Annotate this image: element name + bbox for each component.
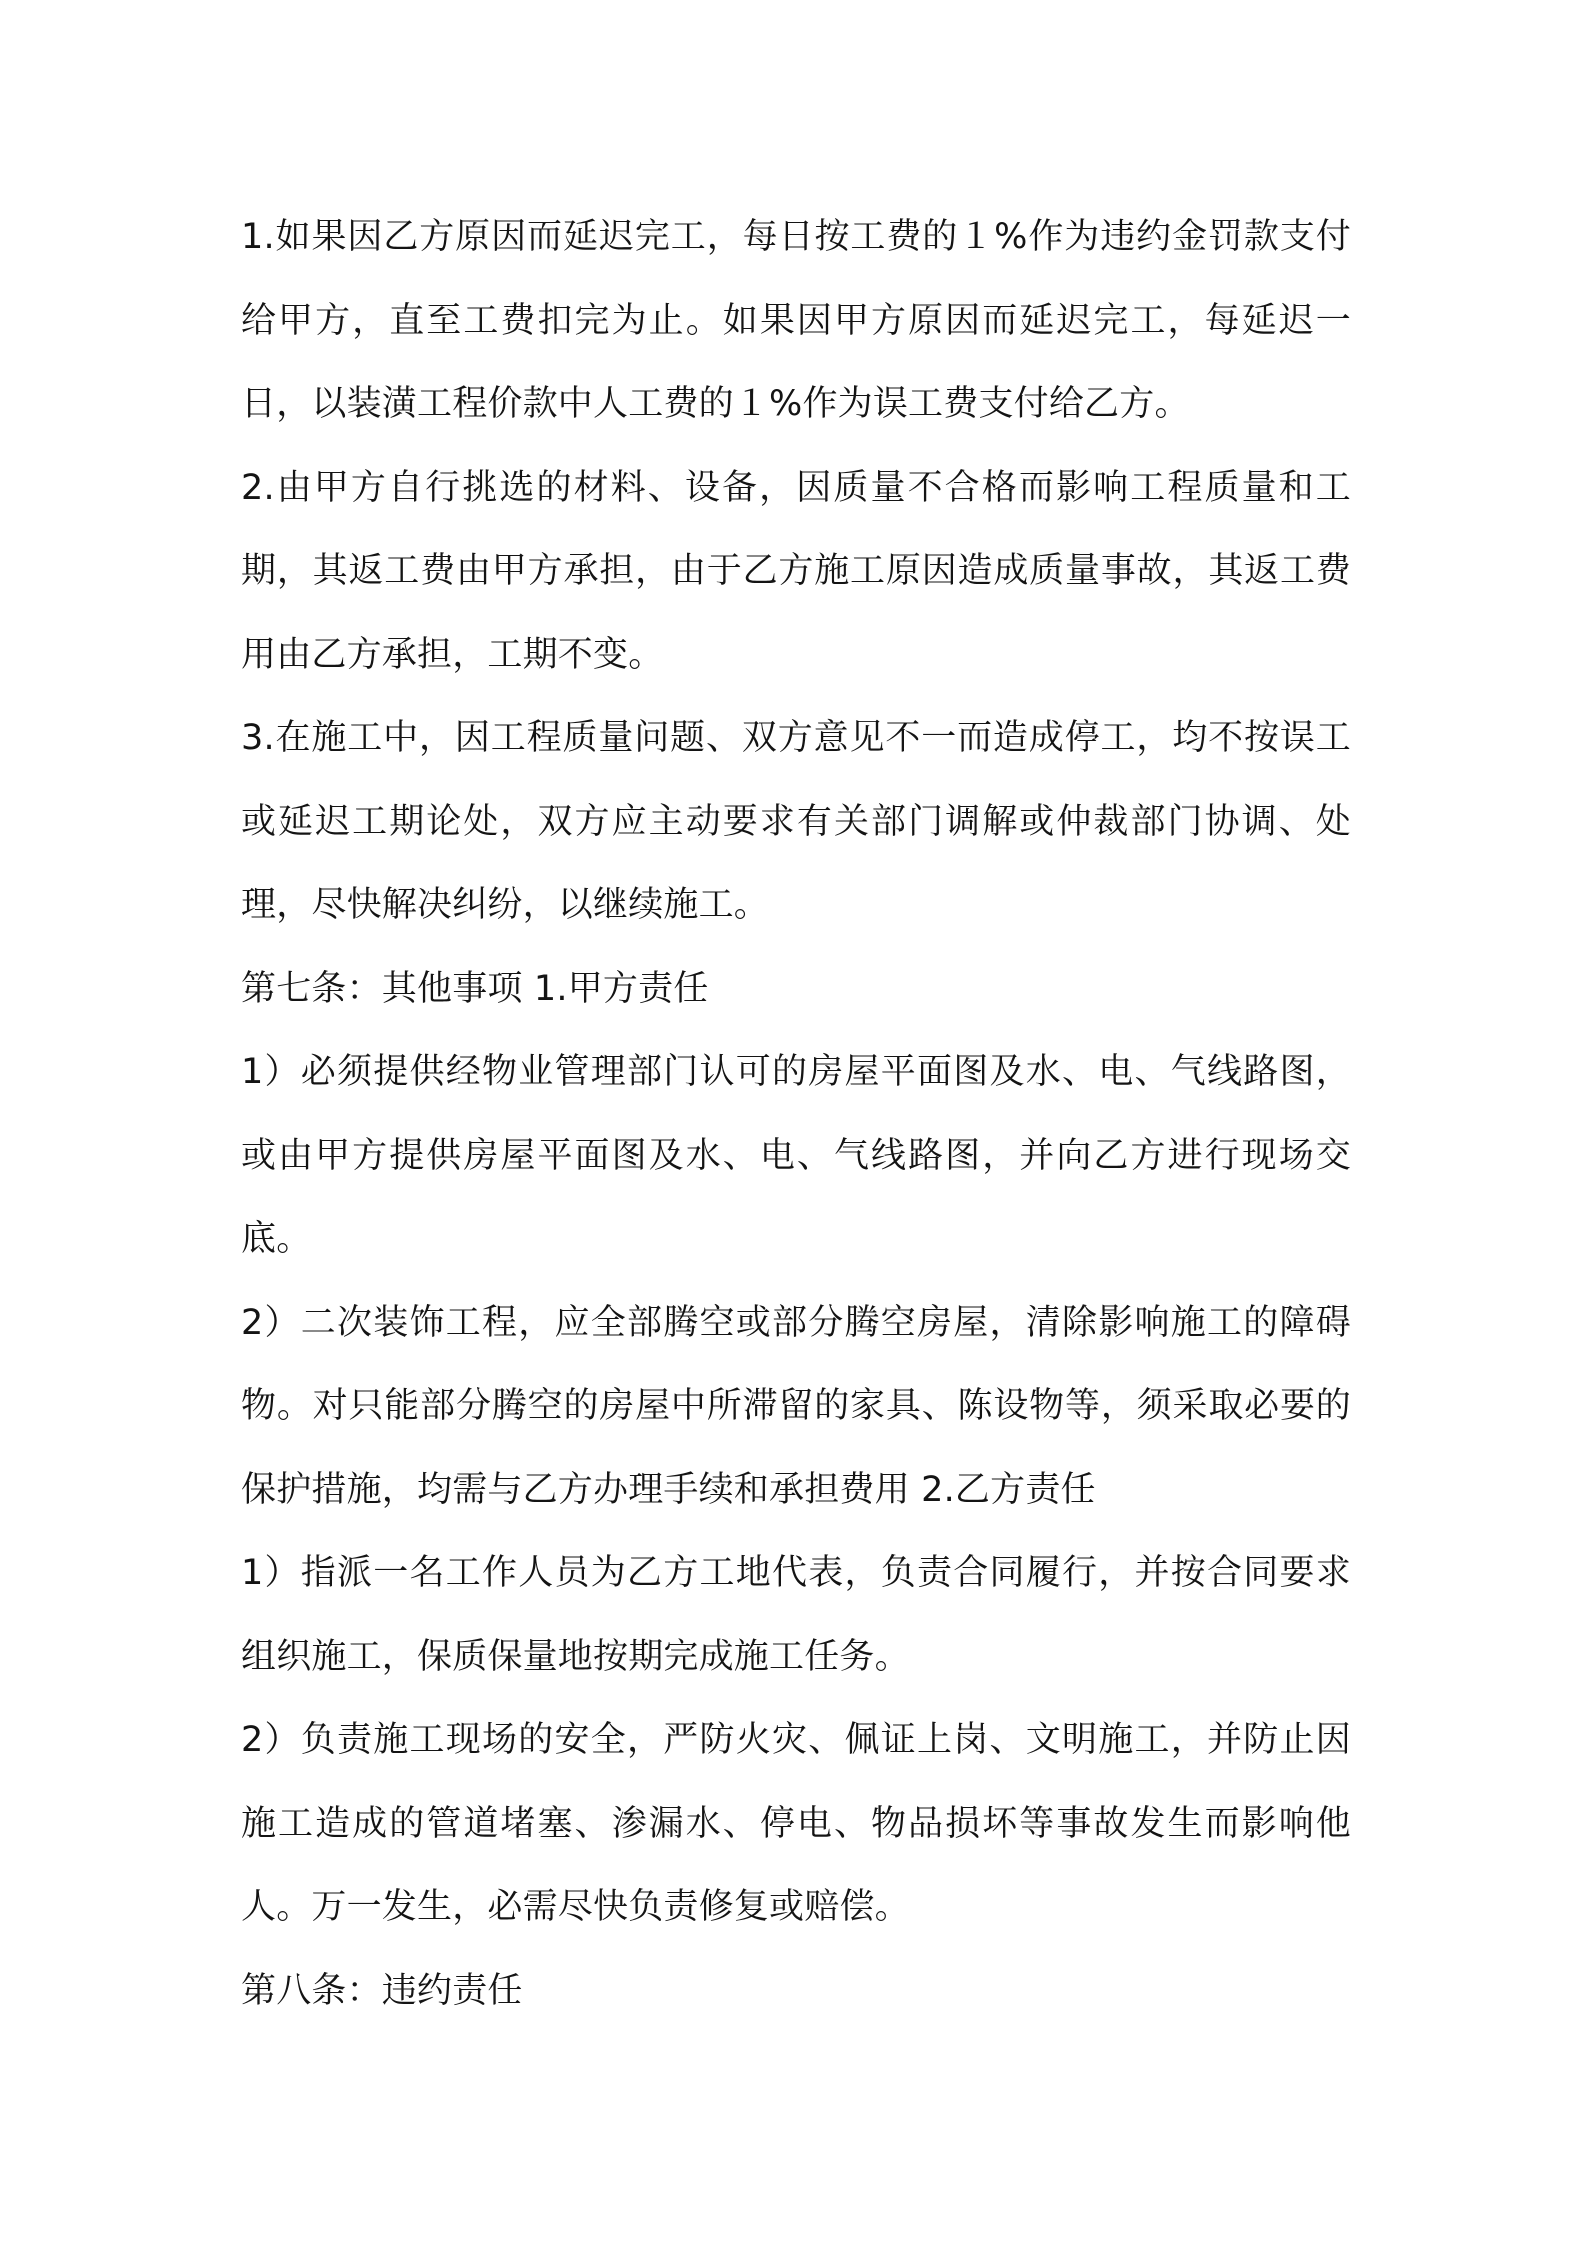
paragraph-party-b-item-2: 2）负责施工现场的安全，严防火灾、佩证上岗、文明施工，并防止因施工造成的管道堵塞、渗漏水、停电、物品损坏等事故发生而影响他人。万一发生，必需尽快负责修复或赔偿。: [241, 1720, 1351, 1927]
paragraph-party-a-item-1: 1）必须提供经物业管理部门认可的房屋平面图及水、电、气线路图，或由甲方提供房屋平面图及水、电、气线路图，并向乙方进行现场交底。: [241, 1052, 1351, 1259]
paragraph-delay-penalty: 1.如果因乙方原因而延迟完工，每日按工费的１%作为违约金罚款支付给甲方，直至工费扣完为止。如果因甲方原因而延迟完工，每延迟一日，以装潢工程价款中人工费的１%作为误工费支付给乙方。: [241, 217, 1351, 424]
paragraph-material-quality: 2.由甲方自行挑选的材料、设备，因质量不合格而影响工程质量和工期，其返工费由甲方承担，由于乙方施工原因造成质量事故，其返工费用由乙方承担，工期不变。: [241, 467, 1351, 675]
document-body: [241, 196, 1351, 2033]
section-heading-article-8: 第八条：违约责任: [241, 1970, 523, 2011]
paragraph-party-b-item-1: 1）指派一名工作人员为乙方工地代表，负责合同履行，并按合同要求组织施工，保质保量地按期完成施工任务。: [241, 1553, 1351, 1677]
section-heading-article-7: 第七条：其他事项 1.甲方责任: [241, 968, 709, 1009]
paragraph-dispute-resolution: 3.在施工中，因工程质量问题、双方意见不一而造成停工，均不按误工或延迟工期论处，双方应主动要求有关部门调解或仲裁部门协调、处理，尽快解决纠纷，以继续施工。: [241, 718, 1351, 925]
paragraph-party-a-item-2: 2）二次装饰工程，应全部腾空或部分腾空房屋，清除影响施工的障碍物。对只能部分腾空的房屋中所滞留的家具、陈设物等，须采取必要的保护措施，均需与乙方办理手续和承担费用 2.乙方责任: [241, 1302, 1351, 1510]
